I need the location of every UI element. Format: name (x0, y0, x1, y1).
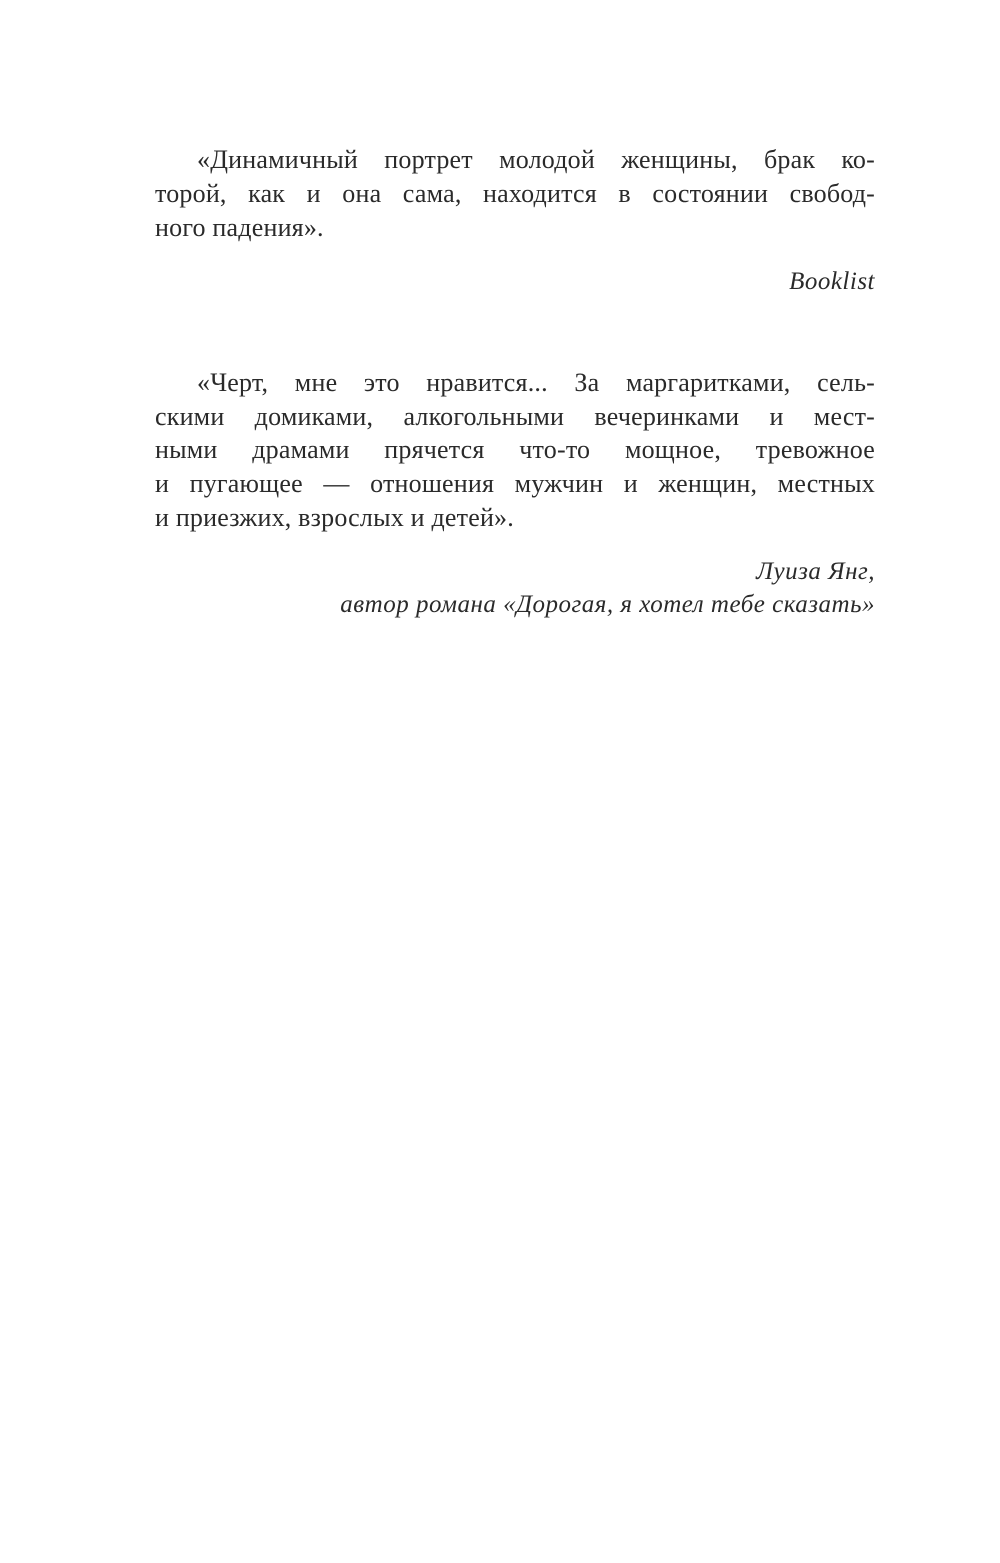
quote-text-line: скими домиками, алкогольными вечеринками и мест- (155, 402, 875, 431)
quote-attribution-description: автор романа «Дорогая, я хотел тебе сказать» (340, 591, 875, 618)
quote-text-line: и пугающее — отношения мужчин и женщин, местных (155, 469, 875, 498)
quote-text-line: ными драмами прячется что-то мощное, тревожное (155, 435, 875, 464)
quote-attribution-author: Луиза Янг, (756, 558, 875, 585)
quote-text-line: «Черт, мне это нравится... За маргаритками, сель- (197, 368, 875, 397)
quote-text-line: ного падения». (155, 213, 324, 242)
quote-attribution: Booklist (789, 268, 875, 295)
quote-text-line: «Динамичный портрет молодой женщины, брак ко- (197, 145, 875, 174)
quote-text-line: и приезжих, взрослых и детей». (155, 503, 514, 532)
quote-text-line: торой, как и она сама, находится в состоянии свобод- (155, 179, 875, 208)
